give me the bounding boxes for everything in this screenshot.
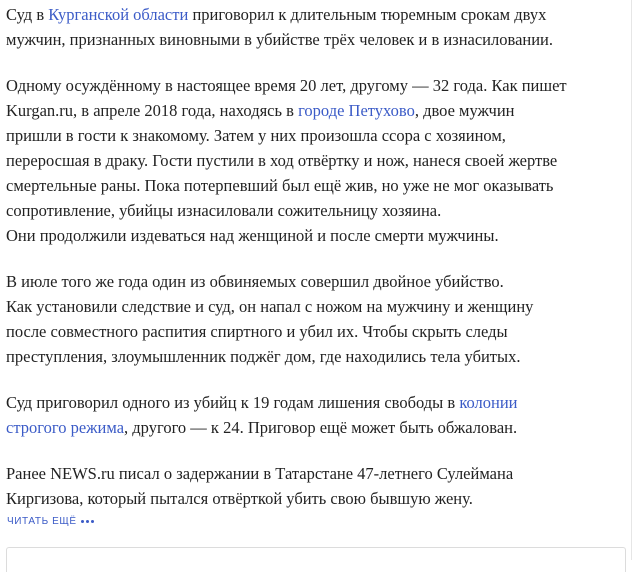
article-body (6, 0, 618, 532)
text: приговорил к длительным тюремным срокам двух (188, 5, 547, 24)
text: Kurgan.ru, в апреле 2018 года, находясь в (6, 101, 299, 120)
paragraph-1-line-2: мужчин, признанных виновными в убийстве трёх человек и в изнасиловании. (6, 30, 554, 49)
paragraph-5 (6, 461, 618, 511)
paragraph-4-line-1 (6, 390, 618, 415)
text: , двое мужчин (414, 101, 515, 120)
paragraph-2-line-3: пришли в гости к знакомому. Затем у них произошла ссора с хозяином, (6, 126, 506, 145)
paragraph-3-line-1: В июле того же года один из обвиняемых совершил двойное убийство. (6, 272, 504, 291)
paragraph-3 (6, 269, 618, 369)
paragraph-2-line-6: сопротивление, убийцы изнасиловали сожительницу хозяина. (6, 201, 442, 220)
read-more-label: ЧИТАТЬ ЕЩЁ (7, 516, 77, 527)
paragraph-2 (6, 73, 618, 248)
paragraph-2-line-5: смертельные раны. Пока потерпевший был ещё жив, но уже не мог оказывать (6, 176, 554, 195)
paragraph-2-line-1: Одному осуждённому в настоящее время 20 лет, другому — 32 года. Как пишет (6, 76, 567, 95)
paragraph-5-line-1: Ранее NEWS.ru писал о задержании в Татарстане 47-летнего Сулеймана (6, 464, 514, 483)
text: Суд приговорил одного из убийц к 19 годам лишения свободы в (6, 393, 460, 412)
paragraph-4 (6, 390, 618, 440)
link-petukhovo[interactable]: городе Петухово (298, 101, 415, 120)
paragraph-4-line-2 (6, 415, 618, 440)
text: Суд в (6, 5, 49, 24)
text: , другого — к 24. Приговор ещё может быть обжалован. (124, 418, 518, 437)
paragraph-5-line-2: Киргизова, который пытался отвёрткой убить свою бывшую жену. (6, 489, 473, 508)
link-strict-regime-colony[interactable]: колонии (459, 393, 518, 412)
paragraph-3-line-2: Как установили следствие и суд, он напал с ножом на мужчину и женщину (6, 297, 534, 316)
link-kurgan-region[interactable]: Курганской области (48, 5, 189, 24)
paragraph-2-line-7: Они продолжили издеваться над женщиной и после смерти мужчины. (6, 226, 499, 245)
link-strict-regime-colony-cont[interactable]: строгого режима (6, 418, 125, 437)
read-more-button[interactable] (7, 516, 94, 527)
paragraph-1-line-1 (6, 2, 618, 27)
paragraph-3-line-4: преступления, злоумышленник поджёг дом, где находились тела убитых. (6, 347, 521, 366)
paragraph-2-line-2 (6, 98, 618, 123)
paragraph-1 (6, 2, 618, 52)
paragraph-3-line-3: после совместного распития спиртного и убил их. Чтобы скрыть следы (6, 322, 508, 341)
column-divider (631, 0, 632, 560)
ellipsis-icon (81, 520, 94, 523)
paragraph-2-line-4: переросшая в драку. Гости пустили в ход отвёртку и нож, нанеся своей жертве (6, 151, 558, 170)
